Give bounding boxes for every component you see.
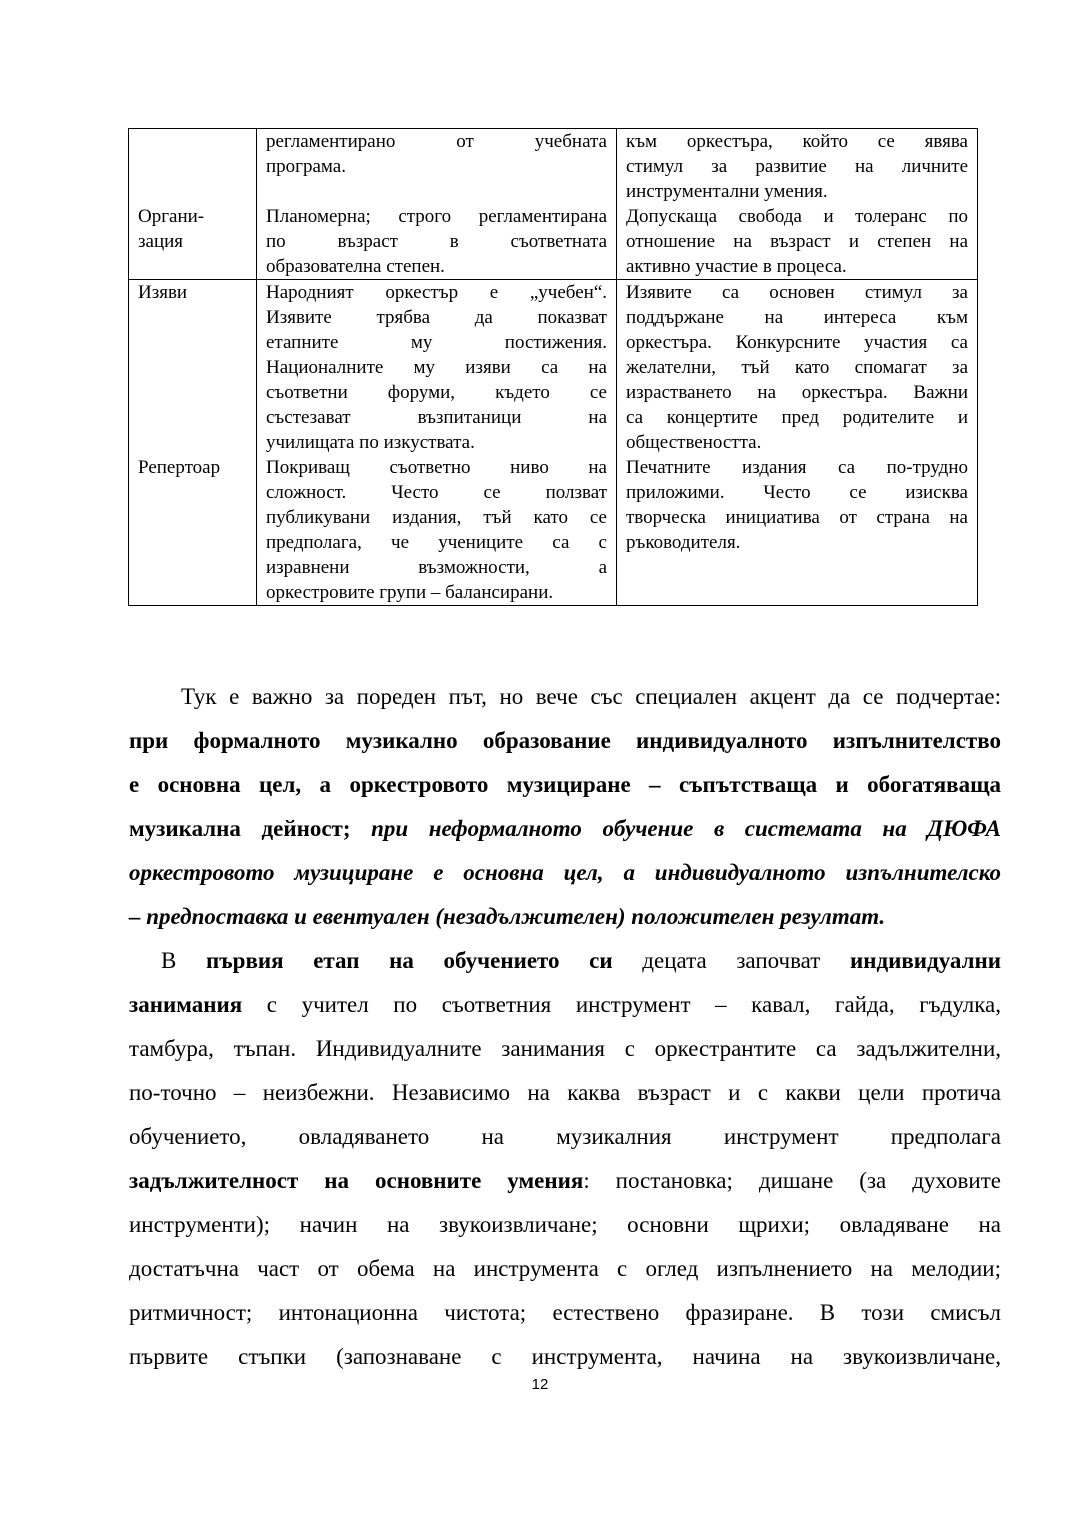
bold-italic-span: при неформалното обучение в системата на ДЮФА [371, 816, 1002, 841]
text-line: ритмичност; интонационна чистота; естествено фразиране. В този смисъл [129, 1300, 1001, 1325]
text-line-mixed [129, 807, 1001, 851]
cell-line: творческа инициатива от страна на [626, 507, 968, 528]
cell-line: програма. [266, 156, 346, 177]
cell-line: инструментални умения. [626, 181, 828, 202]
text-line: обучението, овладяването на музикалния инструмент предполага [129, 1124, 1001, 1149]
text-line: първите стъпки (запознаване с инструмента, начина на звукоизвличане, [129, 1344, 1001, 1369]
text-line-mixed [129, 1159, 1001, 1203]
text-line-bold: е основна цел, а оркестровото музициране – съпътстваща и обогатяваща [129, 772, 1001, 797]
text-line: инструменти); начин на звукоизвличане; основни щрихи; овладяване на [129, 1212, 1001, 1237]
bold-span: задължителност на основните умения [129, 1168, 584, 1193]
bold-span: музикална дейност; [129, 816, 351, 841]
bold-span: първия етап на обучението си [206, 948, 613, 973]
cell-line: регламентирано от учебната [266, 131, 607, 152]
table-cell-label [129, 129, 257, 280]
cell-line: Планомерна; строго регламентирана [266, 206, 607, 227]
table-row [129, 280, 978, 606]
bold-span: занимания [129, 992, 243, 1017]
text-span: децата започват [612, 948, 850, 973]
text-line-bold-italic [129, 851, 1001, 895]
cell-line: оркестровите групи – балансирани. [266, 582, 554, 603]
cell-line: изравнени възможности, а [266, 557, 607, 578]
text-span: В [161, 948, 206, 973]
cell-line: етапните му постижения. [266, 332, 607, 353]
text-span: : постановка; дишане (за духовите [583, 1168, 1001, 1193]
table-cell-formal [257, 280, 617, 606]
cell-line: по възраст в съответната [266, 231, 607, 252]
cell-line: активно участие в процеса. [626, 256, 847, 277]
cell-line: съответни форуми, където се [266, 382, 607, 403]
cell-line: ръководителя. [626, 532, 741, 553]
cell-line: израстването на оркестъра. Важни [626, 382, 968, 403]
bold-italic-span: – предпоставка и евентуален (незадължителен) положителен резултат. [129, 904, 886, 929]
cell-line: Народният оркестър е „учебен“. [266, 282, 607, 303]
text-line-bold: при формалното музикално образование индивидуалното изпълнителство [129, 728, 1001, 753]
table-cell-label [129, 280, 257, 606]
cell-line: към оркестъра, който се явява [626, 131, 968, 152]
text-line: тамбура, тъпан. Индивидуалните занимания с оркестрантите са задължителни, [129, 1036, 1001, 1061]
cell-line: желателни, тъй като спомагат за [626, 357, 968, 378]
text-line-mixed [129, 939, 1001, 983]
cell-line: поддържане на интереса към [626, 307, 968, 328]
text-line-bold-italic [129, 895, 1001, 939]
comparison-table [128, 128, 978, 606]
cell-line: Националните му изяви са на [266, 357, 607, 378]
cell-line: сложност. Често се ползват [266, 482, 607, 503]
bold-italic-span: оркестровото музициране е основна цел, а индивидуалното изпълнителско [129, 860, 1001, 885]
text-line-mixed [129, 983, 1001, 1027]
page-number: 12 [531, 1376, 549, 1393]
table-cell-formal [257, 129, 617, 280]
text-line: Тук е важно за пореден път, но вече със специален акцент да се подчертае: [181, 684, 1001, 709]
cell-line: Допускаща свобода и толеранс по [626, 206, 968, 227]
row-label-repertoar: Репертоар [138, 457, 221, 478]
text-line: достатъчна част от обема на инструмента с оглед изпълнението на мелодии; [129, 1256, 1001, 1281]
text-line: по-точно – неизбежни. Независимо на каква възраст и с какви цели протича [129, 1080, 1001, 1105]
cell-line: публикувани издания, тъй като се [266, 507, 607, 528]
row-label-izyavi: Изяви [138, 282, 188, 303]
cell-line: оркестъра. Конкурсните участия са [626, 332, 968, 353]
body-text [129, 675, 1001, 1379]
cell-line: стимул за развитие на личните [626, 156, 968, 177]
row-label-organizatsiya-1: Органи- [138, 206, 205, 227]
bold-span: индивидуални [850, 948, 1002, 973]
paragraph-emphasis [129, 675, 1001, 939]
paragraph-stage-one [129, 939, 1001, 1379]
cell-line: отношение на възраст и степен на [626, 231, 968, 252]
table-cell-informal [617, 280, 978, 606]
cell-line: са концертите пред родителите и [626, 407, 968, 428]
cell-line: обществеността. [626, 432, 762, 453]
row-label-organizatsiya-2: зация [138, 231, 184, 252]
text-span: с учител по съответния инструмент – кавал, гайда, гъдулка, [242, 992, 1001, 1017]
cell-line: предполага, че учениците са с [266, 532, 607, 553]
table-row [129, 129, 978, 280]
cell-line: Изявите са основен стимул за [626, 282, 968, 303]
cell-line: Покриващ съответно ниво на [266, 457, 607, 478]
table-cell-informal [617, 129, 978, 280]
cell-line: училищата по изкуствата. [266, 432, 475, 453]
cell-line: състезават възпитаници на [266, 407, 607, 428]
cell-line: приложими. Често се изисква [626, 482, 968, 503]
cell-line: Изявите трябва да показват [266, 307, 607, 328]
cell-line: образователна степен. [266, 256, 445, 277]
cell-line: Печатните издания са по-трудно [626, 457, 968, 478]
